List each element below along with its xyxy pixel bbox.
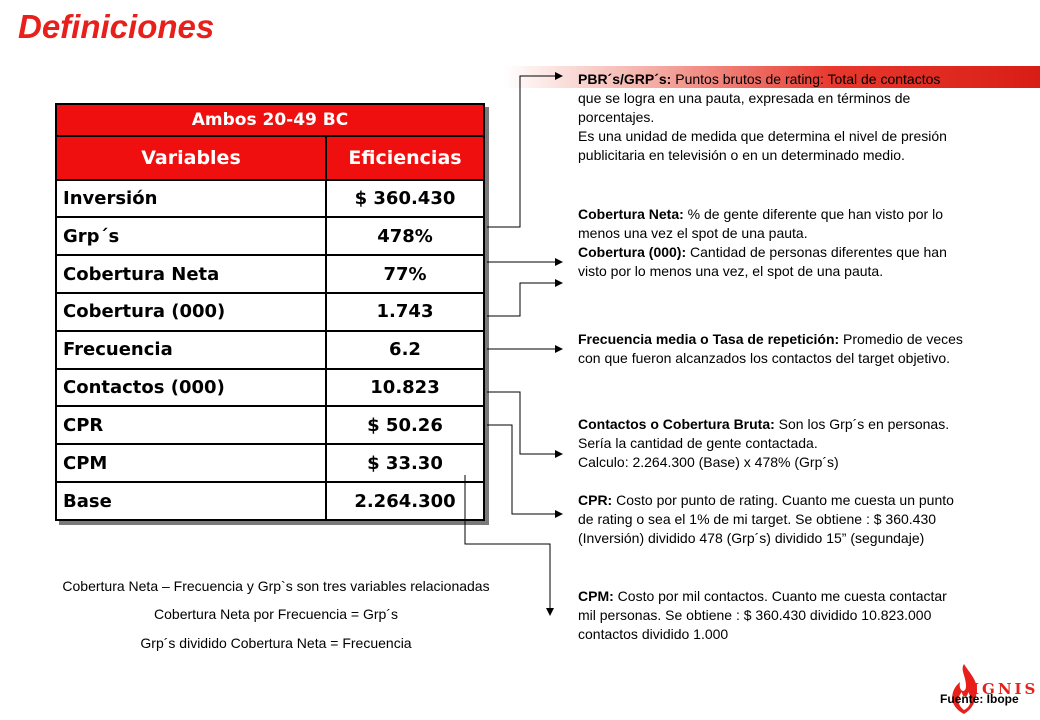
term-frecuencia: Frecuencia media o Tasa de repetición: <box>578 331 840 347</box>
note-formula-frecuencia: Grp´s dividido Cobertura Neta = Frecuencia <box>140 635 412 651</box>
text-frecuencia: Promedio de veces con que fueron alcanzados los contactos del target objetivo. <box>578 331 963 366</box>
table-group-title: Ambos 20-49 BC <box>56 104 484 136</box>
term-contactos: Contactos o Cobertura Bruta: <box>578 416 775 432</box>
connector-cpm <box>465 475 550 615</box>
source-label: Fuente: Ibope <box>940 692 1019 706</box>
column-header-variables: Variables <box>56 136 326 180</box>
note-related-variables: Cobertura Neta – Frecuencia y Grp`s son tres variables relacionadas <box>62 578 490 594</box>
row-value: 478% <box>326 217 484 255</box>
calc-contactos: Calculo: 2.264.300 (Base) x 478% (Grp´s) <box>578 454 839 470</box>
row-value: 1.743 <box>326 293 484 331</box>
term-cobertura-000: Cobertura (000): <box>578 244 687 260</box>
term-cobertura-neta: Cobertura Neta: <box>578 206 684 222</box>
row-variable: Frecuencia <box>56 331 326 369</box>
text-pbr: Puntos brutos de rating: Total de contactos que se logra en una pauta, expresada en términos de porcentajes. <box>578 71 941 125</box>
connector-cobertura-000 <box>487 283 562 316</box>
row-variable: Inversión <box>56 180 326 218</box>
page-title: Definiciones <box>18 8 215 45</box>
connector-contactos <box>487 392 562 454</box>
row-variable: Grp´s <box>56 217 326 255</box>
text-cobertura-000: Cantidad de personas diferentes que han visto por lo menos una vez, el spot de una pauta. <box>578 244 947 279</box>
row-variable: Cobertura Neta <box>56 255 326 293</box>
logo-text: IGNIS <box>972 680 1039 698</box>
note-formula-grps: Cobertura Neta por Frecuencia = Grp´s <box>154 606 398 622</box>
definition-cpm <box>578 587 963 644</box>
column-header-eficiencias: Eficiencias <box>326 136 484 180</box>
term-cpr: CPR: <box>578 492 613 508</box>
row-variable: CPR <box>56 406 326 444</box>
row-variable: CPM <box>56 444 326 482</box>
text-pbr-2: Es una unidad de medida que determina el nivel de presión publicitaria en televisión o en un determinado medio. <box>578 128 947 163</box>
text-cpm: Costo por mil contactos. Cuanto me cuesta contactar mil personas. Se obtiene : $ 360.430 dividido 10.823.000 contactos dividido 1.000 <box>578 588 947 642</box>
row-value: $ 50.26 <box>326 406 484 444</box>
definition-cpr <box>578 491 963 548</box>
term-pbr: PBR´s/GRP´s: <box>578 71 672 87</box>
term-cpm: CPM: <box>578 588 614 604</box>
connector-pbr <box>487 76 562 227</box>
row-value: $ 33.30 <box>326 444 484 482</box>
row-value: 10.823 <box>326 369 484 407</box>
text-cpr: Costo por punto de rating. Cuanto me cuesta un punto de rating o sea el 1% de mi target. Se obtiene : $ 360.430 (Inversión) dividido 478 (Grp´s) dividido 15” (segundaje) <box>578 492 954 546</box>
definition-cobertura <box>578 205 963 281</box>
row-variable: Contactos (000) <box>56 369 326 407</box>
row-variable: Cobertura (000) <box>56 293 326 331</box>
row-value: 2.264.300 <box>326 482 484 520</box>
row-value: 77% <box>326 255 484 293</box>
definition-contactos <box>578 415 963 472</box>
definition-pbr <box>578 70 963 165</box>
connector-cpr <box>487 425 562 514</box>
text-contactos: Son los Grp´s en personas. Sería la cantidad de gente contactada. <box>578 416 950 451</box>
text-cobertura-neta: % de gente diferente que han visto por lo menos una vez el spot de una pauta. <box>578 206 943 241</box>
row-value: $ 360.430 <box>326 180 484 218</box>
row-variable: Base <box>56 482 326 520</box>
row-value: 6.2 <box>326 331 484 369</box>
definition-frecuencia <box>578 330 963 368</box>
